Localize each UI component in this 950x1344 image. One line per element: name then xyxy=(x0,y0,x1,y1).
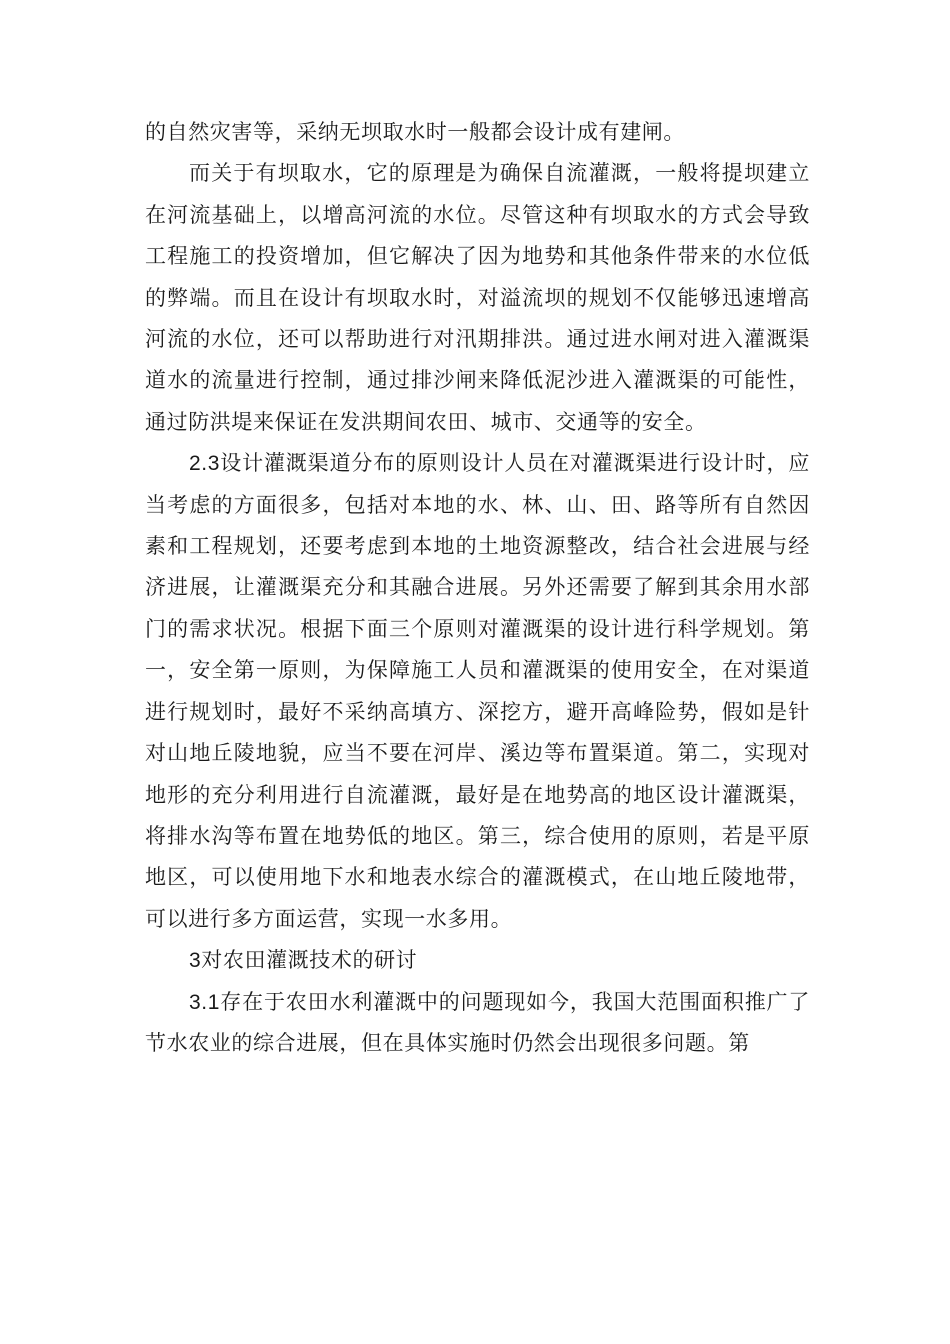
section-number-3: 3 xyxy=(189,949,202,973)
paragraph-5 xyxy=(145,982,810,1065)
section-heading-3-text: 对农田灌溉技术的研讨 xyxy=(201,948,418,973)
section-number-2-3: 2.3 xyxy=(189,452,220,476)
paragraph-2-text: 而关于有坝取水，它的原理是为确保自流灌溉，一般将提坝建立在河流基础上，以增高河流的水位。尽管这种有坝取水的方式会导致工程施工的投资增加，但它解决了因为地势和其他条件带来的水位低的弊端。而且在设计有坝取水时，对溢流坝的规划不仅能够迅速增高河流的水位，还可以帮助进行对汛期排洪。通过进水闸对进入灌溉渠道水的流量进行控制，通过排沙闸来降低泥沙进入灌溉渠的可能性，通过防洪堤来保证在发洪期间农田、城市、交通等的安全。 xyxy=(145,161,810,434)
paragraph-3-text: 设计灌溉渠道分布的原则设计人员在对灌溉渠进行设计时，应当考虑的方面很多，包括对本地的水、林、山、田、路等所有自然因素和工程规划，还要考虑到本地的土地资源整改，结合社会进展与经济进展，让灌溉渠充分和其融合进展。另外还需要了解到其余用水部门的需求状况。根据下面三个原则对灌溉渠的设计进行科学规划。第一，安全第一原则，为保障施工人员和灌溉渠的使用安全，在对渠道进行规划时，最好不采纳高填方、深挖方，避开高峰险势，假如是针对山地丘陵地貌，应当不要在河岸、溪边等布置渠道。第二，实现对地形的充分利用进行自流灌溉，最好是在地势高的地区设计灌溉渠，将排水沟等布置在地势低的地区。第三，综合使用的原则，若是平原地区，可以使用地下水和地表水综合的灌溉模式，在山地丘陵地带，可以进行多方面运营，实现一水多用。 xyxy=(145,451,810,931)
paragraph-1 xyxy=(145,112,810,153)
section-number-3-1: 3.1 xyxy=(189,990,220,1014)
document-body xyxy=(145,112,810,1064)
section-heading-3 xyxy=(145,940,810,981)
paragraph-3 xyxy=(145,443,810,940)
paragraph-1-text: 的自然灾害等，采纳无坝取水时一般都会设计成有建闸。 xyxy=(145,120,685,144)
paragraph-2 xyxy=(145,153,810,443)
paragraph-5-text: 存在于农田水利灌溉中的问题现如今，我国大范围面积推广了节水农业的综合进展，但在具体实施时仍然会出现很多问题。第 xyxy=(145,989,810,1055)
